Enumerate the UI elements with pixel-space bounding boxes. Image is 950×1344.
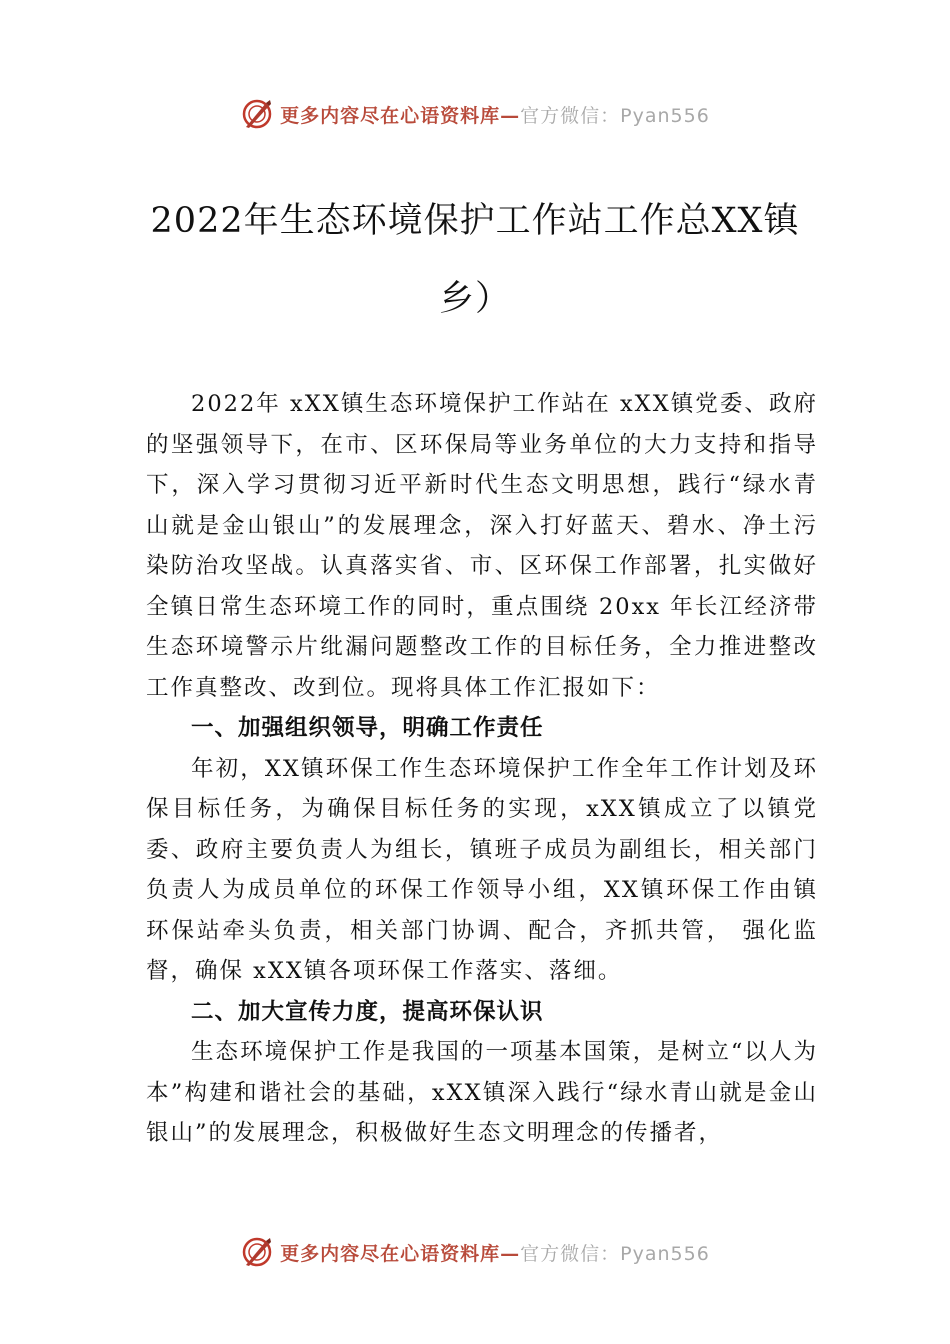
title-line-1: 2022年生态环境保护工作站工作总XX镇: [150, 201, 800, 241]
section-heading-2: 二、加大宣传力度，提高环保认识: [191, 998, 544, 1025]
pen-logo-icon: [240, 1235, 274, 1269]
footer-brand-text: 更多内容尽在心语资料库—: [280, 1242, 521, 1265]
footer-banner: [0, 1232, 950, 1272]
header-brand-text: 更多内容尽在心语资料库—: [280, 104, 521, 127]
paragraph-section-2: 生态环境保护工作是我国的一项基本国策，是树立“以人为本”构建和谐社会的基础，xXX镇深入践行“绿水青山就是金山银山”的发展理念，积极做好生态文明理念的传播者，: [146, 1039, 818, 1146]
document-body: [146, 384, 818, 1154]
document-title: [145, 182, 805, 338]
paragraph-intro: 2022年 xXX镇生态环境保护工作站在 xXX镇党委、政府的坚强领导下，在市、区环保局等业务单位的大力支持和指导下，深入学习贯彻习近平新时代生态文明思想，践行“绿水青山就是金山银山”的发展理念，深入打好蓝天、碧水、净土污染防治攻坚战。认真落实省、市、区环保工作部署，扎实做好全镇日常生态环境工作的同时，重点围绕 20xx 年长江经济带生态环境警示片纰漏问题整改工作的目标任务，全力推进整改工作真整改、改到位。现将具体工作汇报如下：: [146, 391, 818, 701]
section-heading-1: 一、加强组织领导，明确工作责任: [191, 715, 544, 741]
footer-wechat-text: 官方微信：Pyan556: [520, 1242, 710, 1265]
header-wechat-text: 官方微信：Pyan556: [520, 104, 710, 127]
header-banner: [0, 94, 950, 134]
pen-logo-icon: [240, 97, 274, 131]
paragraph-section-1: 年初，XX镇环保工作生态环境保护工作全年工作计划及环保目标任务，为确保目标任务的实现，xXX镇成立了以镇党委、政府主要负责人为组长，镇班子成员为副组长，相关部门负责人为成员单位的环保工作领导小组，XX镇环保工作由镇环保站牵头负责，相关部门协调、配合，齐抓共管， 强化监督，确保 xXX镇各项环保工作落实、落细。: [146, 755, 818, 984]
title-line-2: 乡）: [438, 279, 511, 319]
